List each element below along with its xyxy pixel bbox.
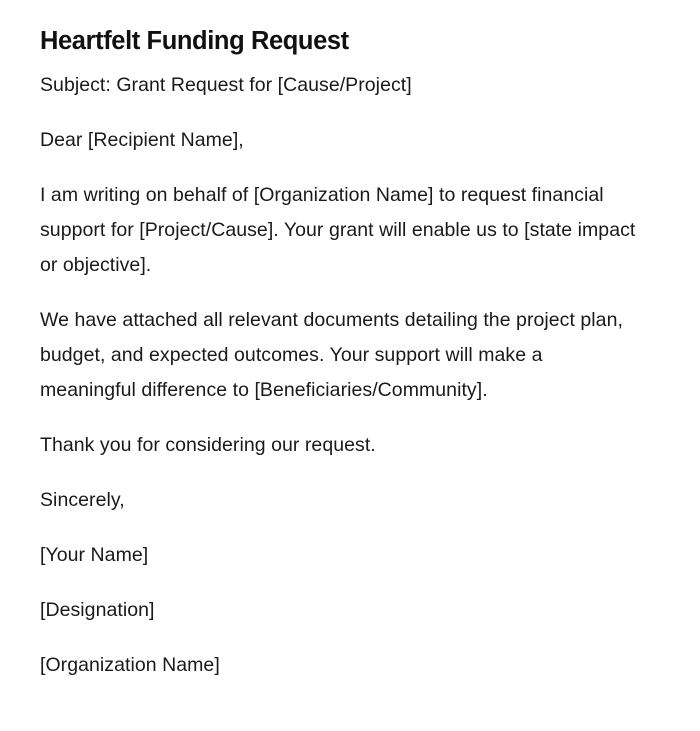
signature-organization: [Organization Name] [40, 654, 220, 676]
body-paragraph-intro: I am writing on behalf of [Organization Name] to request financial support for [Project/Cause]. Your grant will enable us to [state impact or objective]. [40, 184, 636, 276]
signature-name: [Your Name] [40, 544, 149, 566]
document-title: Heartfelt Funding Request [40, 27, 349, 55]
body-paragraph-attachments: We have attached all relevant documents detailing the project plan, budget, and expected outcomes. Your support will make a meaningful difference to [Beneficiaries/Community]. [40, 309, 623, 401]
subject-line: Subject: Grant Request for [Cause/Project] [40, 74, 412, 96]
body-paragraph-thanks: Thank you for considering our request. [40, 434, 376, 456]
closing: Sincerely, [40, 489, 125, 511]
signature-designation: [Designation] [40, 599, 155, 621]
salutation: Dear [Recipient Name], [40, 129, 244, 151]
